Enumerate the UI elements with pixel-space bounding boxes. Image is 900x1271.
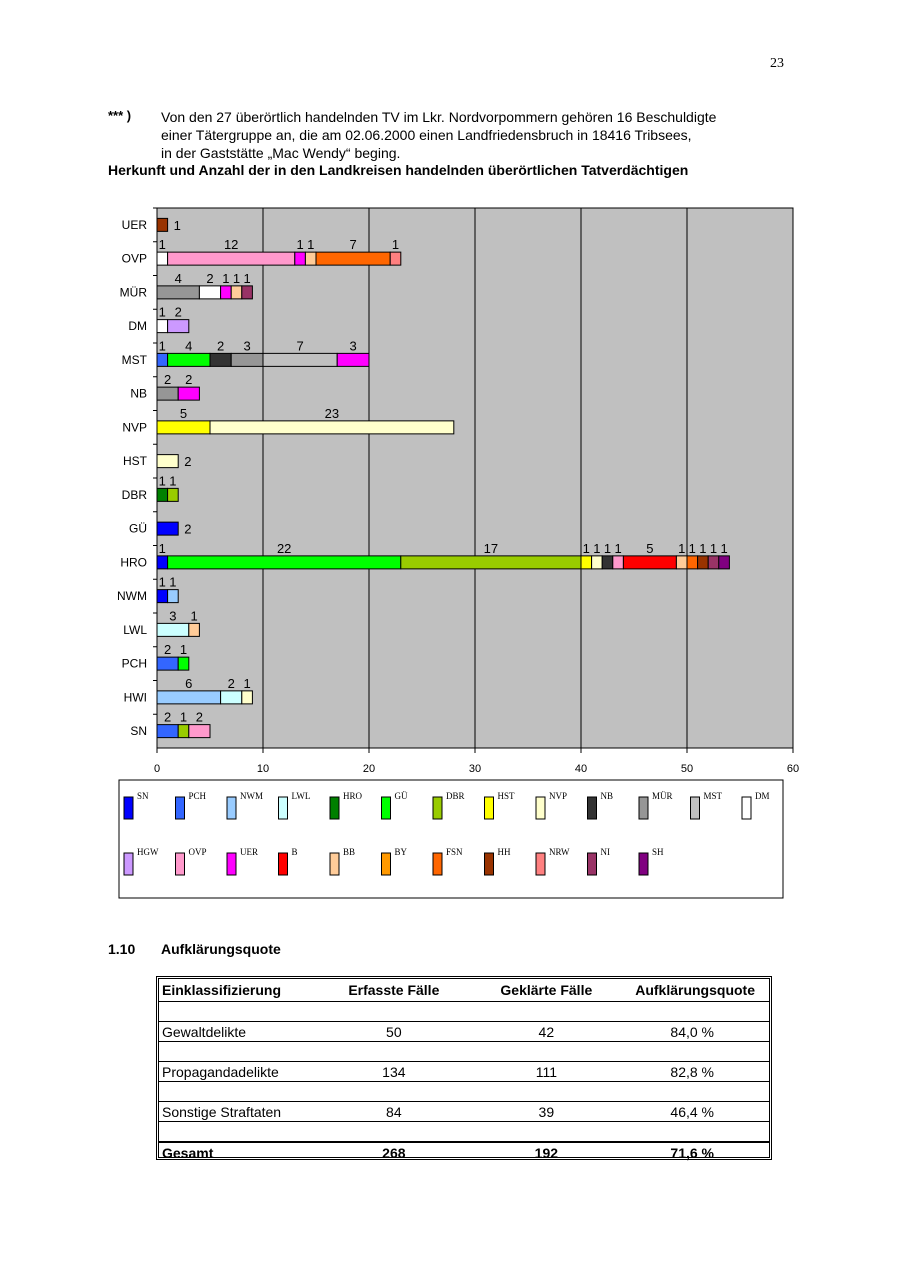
table-cell: 71,6 % xyxy=(623,1142,769,1162)
table-cell: 134 xyxy=(318,1062,471,1082)
y-category-label: HRO xyxy=(120,555,147,570)
data-label: 6 xyxy=(185,675,193,691)
bar-segment xyxy=(157,252,168,265)
data-label: 1 xyxy=(222,270,230,286)
bar-segment xyxy=(168,252,295,265)
section-number: 1.10 xyxy=(108,941,136,957)
y-category-label: LWL xyxy=(123,622,147,637)
bar-segment xyxy=(242,691,253,704)
legend-label: HST xyxy=(497,791,515,801)
spacer-row xyxy=(159,1122,769,1143)
bar-segment xyxy=(687,556,698,569)
page-number: 23 xyxy=(770,56,784,71)
legend-swatch xyxy=(176,797,185,819)
bar-segment xyxy=(157,691,221,704)
bar-segment xyxy=(157,218,168,231)
data-label: 1 xyxy=(243,675,251,691)
spacer-row xyxy=(159,1002,769,1022)
bar-segment xyxy=(592,556,603,569)
data-label: 7 xyxy=(349,237,357,253)
y-category-label: NWM xyxy=(117,589,147,604)
x-tick-label: 10 xyxy=(256,763,270,775)
data-label: 1 xyxy=(169,473,177,489)
bar-segment xyxy=(242,286,253,299)
y-category-label: OVP xyxy=(121,251,147,266)
table-cell: 50 xyxy=(318,1022,471,1042)
legend-swatch xyxy=(227,853,236,875)
data-label: 2 xyxy=(163,709,172,725)
data-label: 2 xyxy=(195,709,204,725)
legend-swatch xyxy=(639,797,648,819)
data-label: 1 xyxy=(158,574,166,590)
data-label: 2 xyxy=(216,338,225,354)
y-category-label: DM xyxy=(128,319,147,334)
data-label: 1 xyxy=(158,540,166,556)
legend-label: DM xyxy=(755,791,770,801)
legend-label: MÜR xyxy=(652,791,673,801)
data-label: 1 xyxy=(158,338,166,354)
data-label: 1 xyxy=(296,237,304,253)
y-category-label: PCH xyxy=(121,656,147,671)
bar-segment xyxy=(295,252,306,265)
data-label: 1 xyxy=(169,574,177,590)
section-title: Aufklärungsquote xyxy=(161,941,281,957)
spacer-row xyxy=(159,1082,769,1102)
bar-segment xyxy=(178,657,189,670)
legend-label: NB xyxy=(600,791,614,801)
legend-swatch xyxy=(485,797,494,819)
bar-segment xyxy=(168,590,179,603)
legend-label: B xyxy=(291,847,298,857)
legend-swatch xyxy=(124,853,133,875)
bar-segment xyxy=(157,657,178,670)
data-label: 1 xyxy=(158,237,166,253)
legend-swatch xyxy=(227,797,236,819)
data-label: 1 xyxy=(699,540,707,556)
legend-label: HRO xyxy=(343,791,363,801)
legend-swatch xyxy=(691,797,700,819)
x-tick-label: 60 xyxy=(786,763,800,775)
legend-swatch xyxy=(485,853,494,875)
bar-segment xyxy=(157,725,178,738)
legend-label: NWM xyxy=(240,791,263,801)
bar-segment xyxy=(719,556,730,569)
data-label: 3 xyxy=(243,338,251,354)
x-tick-label: 40 xyxy=(574,763,588,775)
data-label: 12 xyxy=(223,237,239,253)
data-label: 4 xyxy=(174,270,182,286)
bar-segment xyxy=(157,556,168,569)
bar-segment xyxy=(189,725,210,738)
data-label: 1 xyxy=(593,540,601,556)
legend-swatch xyxy=(433,797,442,819)
bar-segment xyxy=(231,286,242,299)
bar-segment xyxy=(178,725,189,738)
column-header: Erfasste Fälle xyxy=(318,979,471,1002)
bar-segment xyxy=(210,353,231,366)
data-label: 5 xyxy=(179,405,188,421)
y-category-label: UER xyxy=(121,217,147,232)
data-label: 1 xyxy=(243,270,251,286)
legend-label: OVP xyxy=(188,847,207,857)
table-row xyxy=(159,1102,769,1122)
data-label: 7 xyxy=(296,338,304,354)
bar-segment xyxy=(390,252,401,265)
data-label: 2 xyxy=(227,675,235,691)
clearance-rate-table xyxy=(156,976,772,1160)
legend-swatch xyxy=(639,853,648,875)
legend-swatch xyxy=(536,797,545,819)
data-label: 1 xyxy=(179,709,188,725)
legend-label: MST xyxy=(703,791,723,801)
data-label: 1 xyxy=(614,540,622,556)
legend-label: SH xyxy=(652,847,664,857)
data-label: 1 xyxy=(190,608,198,624)
table-cell: 268 xyxy=(318,1142,471,1162)
bar-segment xyxy=(157,488,168,501)
bar-segment xyxy=(221,286,232,299)
bar-segment xyxy=(698,556,709,569)
footnote-line: Von den 27 überörtlich handelnden TV im Lkr. Nordvorpommern gehören 16 Beschuldigte xyxy=(161,109,717,125)
bar-segment xyxy=(157,353,168,366)
legend-swatch xyxy=(382,797,391,819)
data-label: 3 xyxy=(169,608,177,624)
y-category-label: MST xyxy=(121,352,147,367)
table-row xyxy=(159,1062,769,1082)
bar-segment xyxy=(157,320,168,333)
legend-label: LWL xyxy=(291,791,311,801)
y-category-label: HWI xyxy=(123,690,147,705)
bar-segment xyxy=(168,488,179,501)
legend-swatch xyxy=(536,853,545,875)
data-label: 2 xyxy=(174,304,182,320)
bar-segment xyxy=(210,421,454,434)
table-cell: Gesamt xyxy=(159,1142,318,1162)
data-label: 2 xyxy=(163,372,172,388)
bar-segment xyxy=(676,556,687,569)
legend-swatch xyxy=(279,853,288,875)
bar-segment xyxy=(581,556,592,569)
legend-label: HH xyxy=(497,847,511,857)
table-cell: 111 xyxy=(470,1062,623,1082)
data-label: 1 xyxy=(179,642,188,658)
bar-segment xyxy=(168,353,210,366)
table-cell: 39 xyxy=(470,1102,623,1122)
legend-label: FSN xyxy=(446,847,463,857)
bar-segment xyxy=(316,252,390,265)
data-label: 1 xyxy=(307,237,315,253)
legend-swatch xyxy=(742,797,751,819)
bar-segment xyxy=(168,556,401,569)
bar-segment xyxy=(199,286,220,299)
bar-segment xyxy=(157,455,178,468)
legend-label: HGW xyxy=(137,847,159,857)
table-cell: 84,0 % xyxy=(623,1022,769,1042)
data-label: 3 xyxy=(349,338,357,354)
x-tick-label: 50 xyxy=(680,763,694,775)
legend-label: DBR xyxy=(446,791,465,801)
legend-swatch xyxy=(588,853,597,875)
data-label: 17 xyxy=(483,540,499,556)
legend-label: UER xyxy=(240,847,258,857)
chart-heading: Herkunft und Anzahl der in den Landkreisen handelnden überörtlichen Tatverdächtigen xyxy=(108,162,689,178)
data-label: 1 xyxy=(173,217,181,233)
bar-segment xyxy=(157,387,178,400)
bar-segment xyxy=(157,623,189,636)
table-cell: 46,4 % xyxy=(623,1102,769,1122)
footnote-marker: *** ) xyxy=(108,108,132,123)
data-label: 1 xyxy=(720,540,728,556)
data-label: 4 xyxy=(185,338,193,354)
legend-swatch xyxy=(382,853,391,875)
legend-swatch xyxy=(279,797,288,819)
y-category-label: HST xyxy=(123,454,147,469)
table-cell: Gewaltdelikte xyxy=(159,1022,318,1042)
y-category-label: NB xyxy=(130,386,147,401)
legend-swatch xyxy=(124,797,133,819)
table-header-row xyxy=(159,979,769,1002)
column-header: Aufklärungsquote xyxy=(623,979,769,1002)
bar-segment xyxy=(613,556,624,569)
legend-swatch xyxy=(588,797,597,819)
x-tick-label: 30 xyxy=(468,763,482,775)
legend-swatch xyxy=(330,797,339,819)
table-cell: 42 xyxy=(470,1022,623,1042)
data-label: 1 xyxy=(391,237,400,253)
data-label: 23 xyxy=(324,405,340,421)
bar-segment xyxy=(189,623,200,636)
legend-label: BB xyxy=(343,847,356,857)
bar-segment xyxy=(602,556,613,569)
x-tick-label: 0 xyxy=(153,763,161,775)
table-cell: 192 xyxy=(470,1142,623,1162)
y-category-label: NVP xyxy=(122,420,147,435)
data-label: 1 xyxy=(158,304,166,320)
y-category-label: GÜ xyxy=(129,521,147,536)
data-label: 1 xyxy=(232,270,241,286)
data-label: 2 xyxy=(185,372,193,388)
data-label: 1 xyxy=(603,540,612,556)
data-label: 1 xyxy=(158,473,166,489)
bar-segment xyxy=(157,590,168,603)
data-label: 2 xyxy=(206,270,214,286)
bar-segment xyxy=(157,286,199,299)
y-category-label: SN xyxy=(130,724,147,739)
bar-segment xyxy=(231,353,263,366)
table-cell: Sonstige Straftaten xyxy=(159,1102,318,1122)
table-cell: 82,8 % xyxy=(623,1062,769,1082)
data-label: 22 xyxy=(276,540,292,556)
bar-segment xyxy=(178,387,199,400)
legend-label: SN xyxy=(137,791,149,801)
table-cell: 84 xyxy=(318,1102,471,1122)
bar-segment xyxy=(337,353,369,366)
legend-label: GÜ xyxy=(394,791,408,801)
footnote-line: einer Tätergruppe an, die am 02.06.2000 einen Landfriedensbruch in 18416 Tribsees, xyxy=(161,127,692,143)
bar-segment xyxy=(708,556,719,569)
column-header: Einklassifizierung xyxy=(159,979,318,1002)
column-header: Geklärte Fälle xyxy=(470,979,623,1002)
data-label: 2 xyxy=(163,642,172,658)
data-label: 2 xyxy=(184,521,192,537)
legend-label: NI xyxy=(600,847,610,857)
bar-segment xyxy=(623,556,676,569)
bar-segment xyxy=(263,353,337,366)
legend-swatch xyxy=(176,853,185,875)
table-cell: Propagandadelikte xyxy=(159,1062,318,1082)
legend-label: NRW xyxy=(549,847,570,857)
y-category-label: DBR xyxy=(121,487,147,502)
table-total-row xyxy=(159,1142,769,1162)
data-label: 1 xyxy=(688,540,696,556)
y-category-label: MÜR xyxy=(119,285,147,300)
data-label: 1 xyxy=(678,540,686,556)
legend-swatch xyxy=(330,853,339,875)
footnote-line: in der Gaststätte „Mac Wendy“ beging. xyxy=(161,145,401,161)
legend-label: PCH xyxy=(188,791,207,801)
bar-segment xyxy=(157,522,178,535)
data-label: 1 xyxy=(709,540,718,556)
legend-label: NVP xyxy=(549,791,568,801)
data-label: 5 xyxy=(646,540,654,556)
bar-segment xyxy=(157,421,210,434)
data-label: 2 xyxy=(184,454,192,470)
bar-segment xyxy=(401,556,581,569)
bar-segment xyxy=(221,691,242,704)
table-row xyxy=(159,1022,769,1042)
data-label: 1 xyxy=(582,540,590,556)
spacer-row xyxy=(159,1042,769,1062)
x-tick-label: 20 xyxy=(362,763,376,775)
bar-segment xyxy=(305,252,316,265)
legend-swatch xyxy=(433,853,442,875)
legend-label: BY xyxy=(394,847,408,857)
bar-segment xyxy=(168,320,189,333)
